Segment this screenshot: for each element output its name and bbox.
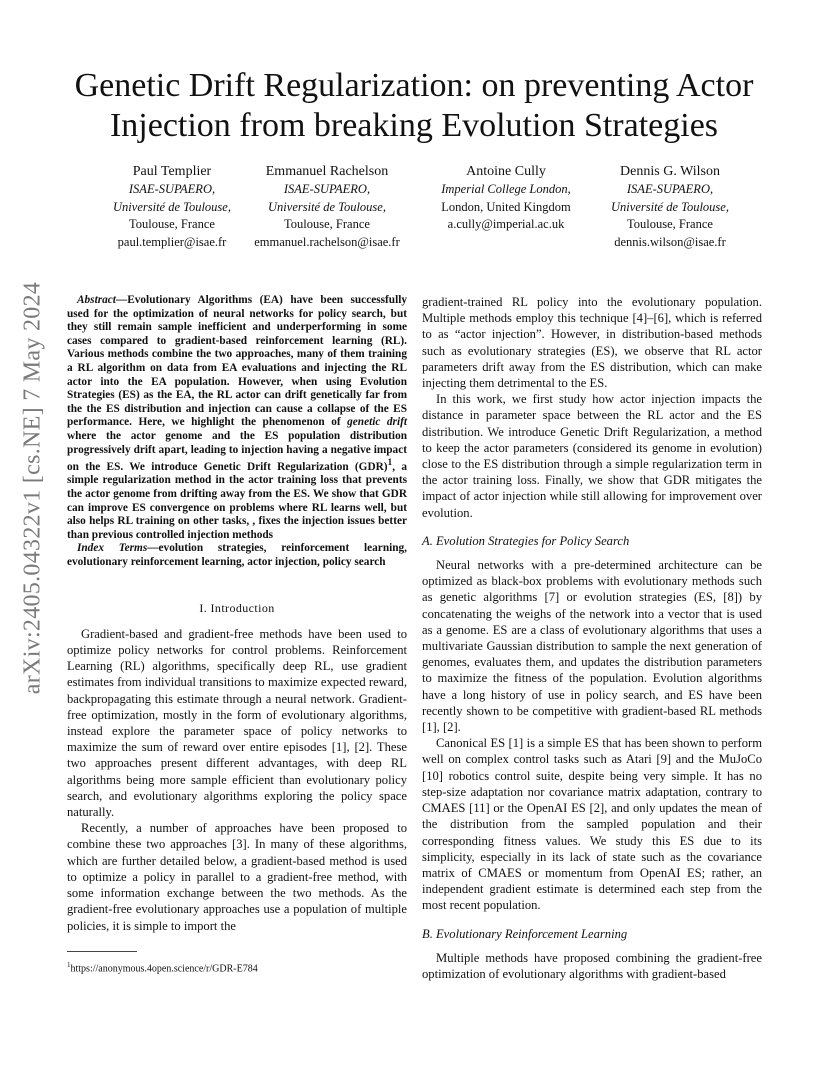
right-column [422,294,762,982]
paragraph: In this work, we first study how actor injection impacts the distance in parameter space between the RL actor and the ES distribution. We introduce Genetic Drift Regularization, a method to keep the actor parameters (considered its genome in evolution) close to the ES distribution through a simple regularization term in the actor training loss. Finally, we show that GDR mitigates the impact of actor injection while still allowing for improvement over evolution. [422,392,762,520]
author-affiliation: ISAE-SUPAERO, [283,182,371,196]
footnote-marker[interactable]: 1 [387,458,393,469]
paragraph: Canonical ES [1] is a simple ES that has been shown to perform well on complex control tasks such as Atari [9] and the MuJoCo [10] robotics control suite, despite being very simple. It has no step-size adaptation nor covariance matrix adaptation, contrary to CMAES [11] or the OpenAI ES [2], and only updates the mean of the distribution from the sampled population and their corresponding fitness values. We study this ES due to its simplicity, especially in its lack of state such as the covariance matrix of CMAES or momentum from OpenAI ES; rather, an independent gradient estimate is determined each step from the most recent population. [422,736,762,913]
author-4 [611,163,729,251]
abstract-emphasis: genetic drift [347,416,407,429]
author-affiliation: ISAE-SUPAERO, [128,182,216,196]
author-2 [254,163,399,251]
author-email[interactable]: emmanuel.rachelson@isae.fr [254,234,400,249]
paragraph: Neural networks with a pre-determined architecture can be optimized as black-box problems with evolutionary methods such as genetic algorithms [7] or evolution strategies (ES, [8]) by concatenating the weighs of the network into a vector that is used as a genome. ES are a class of evolutionary algorithms that uses a multivariate Gaussian distribution to sample the next generation of genomes, evaluates them, and updates the distribution parameters to maximize the fitness of the population. Evolution algorithms have a long history of use in policy search, and ES have been recently shown to be competitive with gradient-based RL methods [1], [2]. [422,558,762,735]
footnote-link[interactable]: https://anonymous.4open.science/r/GDR-E784 [70,963,258,975]
paper-title: Genetic Drift Regularization: on preventing Actor Injection from breaking Evolution Strategies [74,67,754,144]
paragraph: Gradient-based and gradient-free methods have been used to optimize policy networks for control problems. Reinforcement Learning (RL) algorithms, specifically deep RL, use gradient estimates from individual transitions to maximize expected reward, backpropagating this estimate through a neural network. Gradient-free optimization, mostly in the form of evolutionary algorithms, instead explore the parameter space of policy networks to maximize the sum of reward over entire episodes [1], [2]. These two approaches present different advantages, with deep RL algorithms being more sample efficient than evolutionary policy search, and evolutionary algorithms exploring the policy space naturally. [67,626,407,820]
paragraph: Recently, a number of approaches have been proposed to combine these two approaches [3]. In many of these algorithms, which are further detailed below, a gradient-based method is used to optimize a policy in parallel to a gradient-free method, with some information exchange between the two methods. As the gradient-free evolutionary approaches use a population of multiple policies, it is simple to import the [67,821,407,933]
index-terms-text: —evolution strategies, reinforcement learning, evolutionary reinforcement learning, actor injection, policy search [67,542,407,569]
author-affiliation: Université de Toulouse, [268,199,386,214]
footnote-rule [67,951,137,952]
author-affiliation: Université de Toulouse, [611,199,729,214]
index-terms [67,542,407,569]
section-heading-text: I. Introduction [199,600,275,615]
index-terms-lead: Index Terms [77,542,148,555]
author-name: Emmanuel Rachelson [265,164,389,179]
author-name: Dennis G. Wilson [620,164,720,179]
author-email[interactable]: a.cully@imperial.ac.uk [447,217,565,231]
author-location: London, United Kingdom [441,199,571,214]
section-heading [67,600,407,616]
author-affiliation: Imperial College London, [441,182,571,196]
abstract-text-3: , a simple regularization method in the actor training loss that prevents the actor genome from drifting away from the ES. We show that GDR can improve ES convergence on problems where RL learns well, but also helps RL training on other tasks, , fixes the injection issues better than previous controlled injection methods [67,460,407,541]
abstract-text-2: where the actor genome and the ES population distribution progressively drift apart, leading to injection having a negative impact on the ES. We introduce Genetic Drift Regularization (GDR) [67,429,407,473]
author-affiliation: Université de Toulouse, [113,199,231,214]
author-1 [113,163,231,251]
subsection-heading: A. Evolution Strategies for Policy Search [422,533,630,548]
footnote-mark: 1 [67,961,71,969]
author-location: Toulouse, France [627,217,713,231]
footnote [67,959,258,975]
paragraph: gradient-trained RL policy into the evolutionary population. Multiple methods employ this technique [4]–[6], which is referred to as “actor injection”. However, in distribution-based methods such as evolutionary strategies (ES), we observe that RL actor parameters drift away from the ES distribution, which can make injecting them detrimental to the ES. [422,295,762,391]
author-email[interactable]: paul.templier@isae.fr [117,234,227,249]
author-affiliation: ISAE-SUPAERO, [626,182,714,196]
author-email[interactable]: dennis.wilson@isae.fr [614,234,726,249]
left-column [67,294,407,934]
abstract-text: —Evolutionary Algorithms (EA) have been successfully used for the optimization of neural networks for policy search, but they still remain sample inefficient and underperforming in some cases compared to gradient-based reinforcement learning (RL). Various methods combine the two approaches, many of them training a RL algorithm on data from EA evaluations and injecting the RL actor into the EA population. However, when using Evolution Strategies (ES) as the EA, the RL actor can drift genetically far from the the ES distribution and injection can cause a collapse of the ES performance. Here, we highlight the phenomenon of [67,294,407,429]
abstract [67,294,407,542]
arxiv-stamp-text: arXiv:2405.04322v1 [cs.NE] 7 May 2024 [19,281,46,695]
author-location: Toulouse, France [284,217,370,231]
author-name: Antoine Cully [466,164,546,179]
author-block [0,163,828,253]
arxiv-stamp [19,281,46,695]
abstract-lead: Abstract [77,294,116,306]
author-name: Paul Templier [132,164,212,179]
author-location: Toulouse, France [129,217,215,231]
author-3 [441,163,571,234]
subsection-heading: B. Evolutionary Reinforcement Learning [422,926,628,941]
paragraph: Multiple methods have proposed combining the gradient-free optimization of evolutionary algorithms with gradient-based [422,950,762,981]
